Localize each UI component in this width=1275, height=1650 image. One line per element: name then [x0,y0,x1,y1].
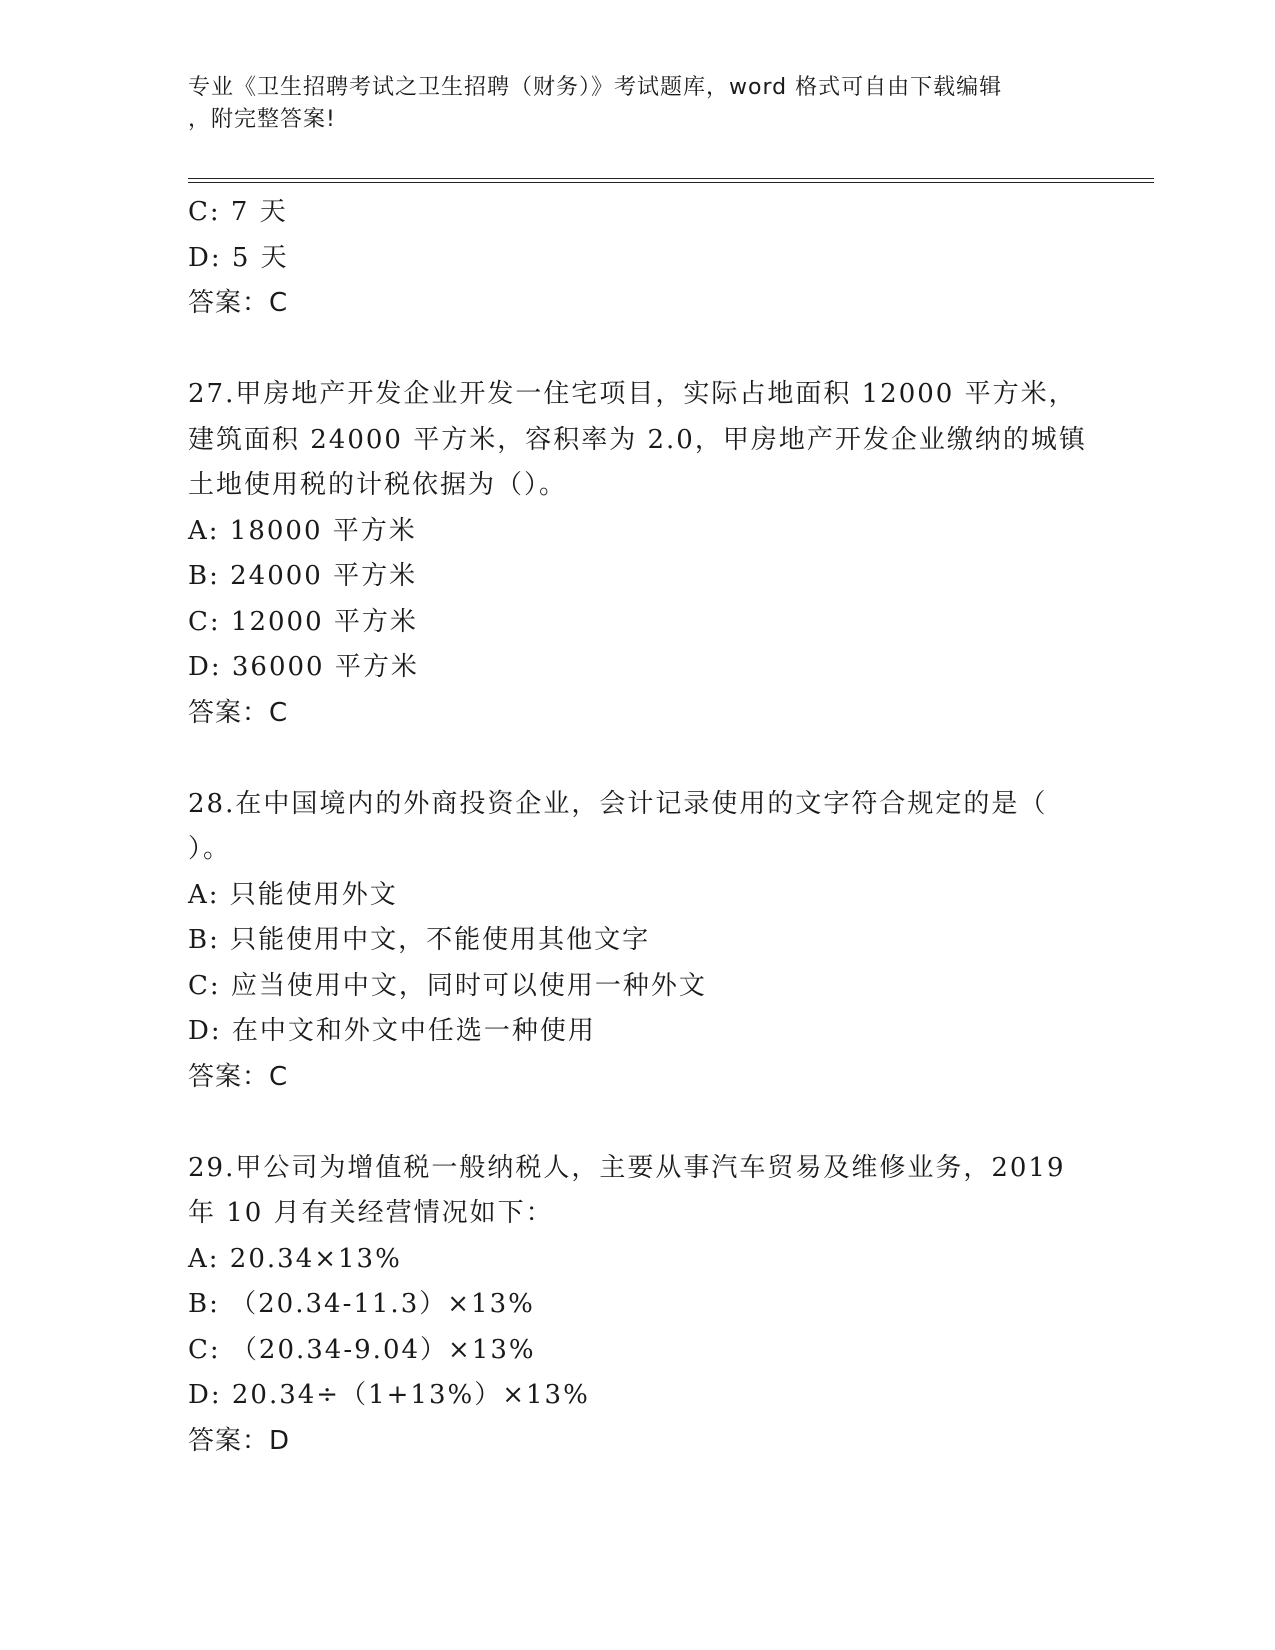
answer-line: 答案：D [188,1425,291,1456]
document-body [188,190,1088,1464]
option-d: D: 20.34÷（1+13%）×13% [188,1380,590,1410]
question-29 [188,1146,1088,1465]
question-stem-line: 年 10 月有关经营情况如下： [188,1198,554,1228]
header-divider [188,178,1154,183]
option-a: A: 18000 平方米 [188,515,417,546]
question-stem-line: 29.甲公司为增值税一般纳税人，主要从事汽车贸易及维修业务，2019 [188,1152,1066,1183]
answer-line: 答案：C [188,1061,289,1092]
option-c: C: 应当使用中文，同时可以使用一种外文 [188,970,707,1001]
question-stem-line: 27.甲房地产开发企业开发一住宅项目，实际占地面积 12000 平方米， [188,379,1077,409]
question-stem-line: 28.在中国境内的外商投资企业，会计记录使用的文字符合规定的是（ [188,788,1048,819]
option-b: B: （20.34-11.3）×13% [188,1289,535,1319]
spacer [188,327,1088,373]
question-stem-line: 土地使用税的计税依据为（）。 [188,470,568,500]
option-b: B: 24000 平方米 [188,561,418,591]
option-d: D: 5 天 [188,242,289,273]
header-title-line: 专业《卫生招聘考试之卫生招聘（财务）》考试题库，word 格式可自由下载编辑 [188,75,1003,100]
answer-line: 答案：C [188,697,289,728]
header-subtitle-line: ，附完整答案! [188,107,336,132]
option-c: C: 7 天 [188,197,288,227]
question-28 [188,782,1088,1101]
option-b: B: 只能使用中文，不能使用其他文字 [188,925,651,955]
option-a: A: 只能使用外文 [188,879,398,910]
option-a: A: 20.34×13% [188,1243,402,1274]
question-27 [188,372,1088,736]
document-header [188,72,1068,136]
option-d: D: 36000 平方米 [188,652,419,682]
spacer [188,1100,1088,1146]
answer-line: 答案：C [188,288,289,318]
previous-question-tail [188,190,1088,327]
question-stem-line: 建筑面积 24000 平方米，容积率为 2.0，甲房地产开发企业缴纳的城镇 [188,424,1087,455]
spacer [188,736,1088,782]
option-d: D: 在中文和外文中任选一种使用 [188,1016,596,1046]
option-c: C: 12000 平方米 [188,606,418,637]
question-stem-line: ）。 [188,834,232,864]
option-c: C: （20.34-9.04）×13% [188,1334,536,1365]
